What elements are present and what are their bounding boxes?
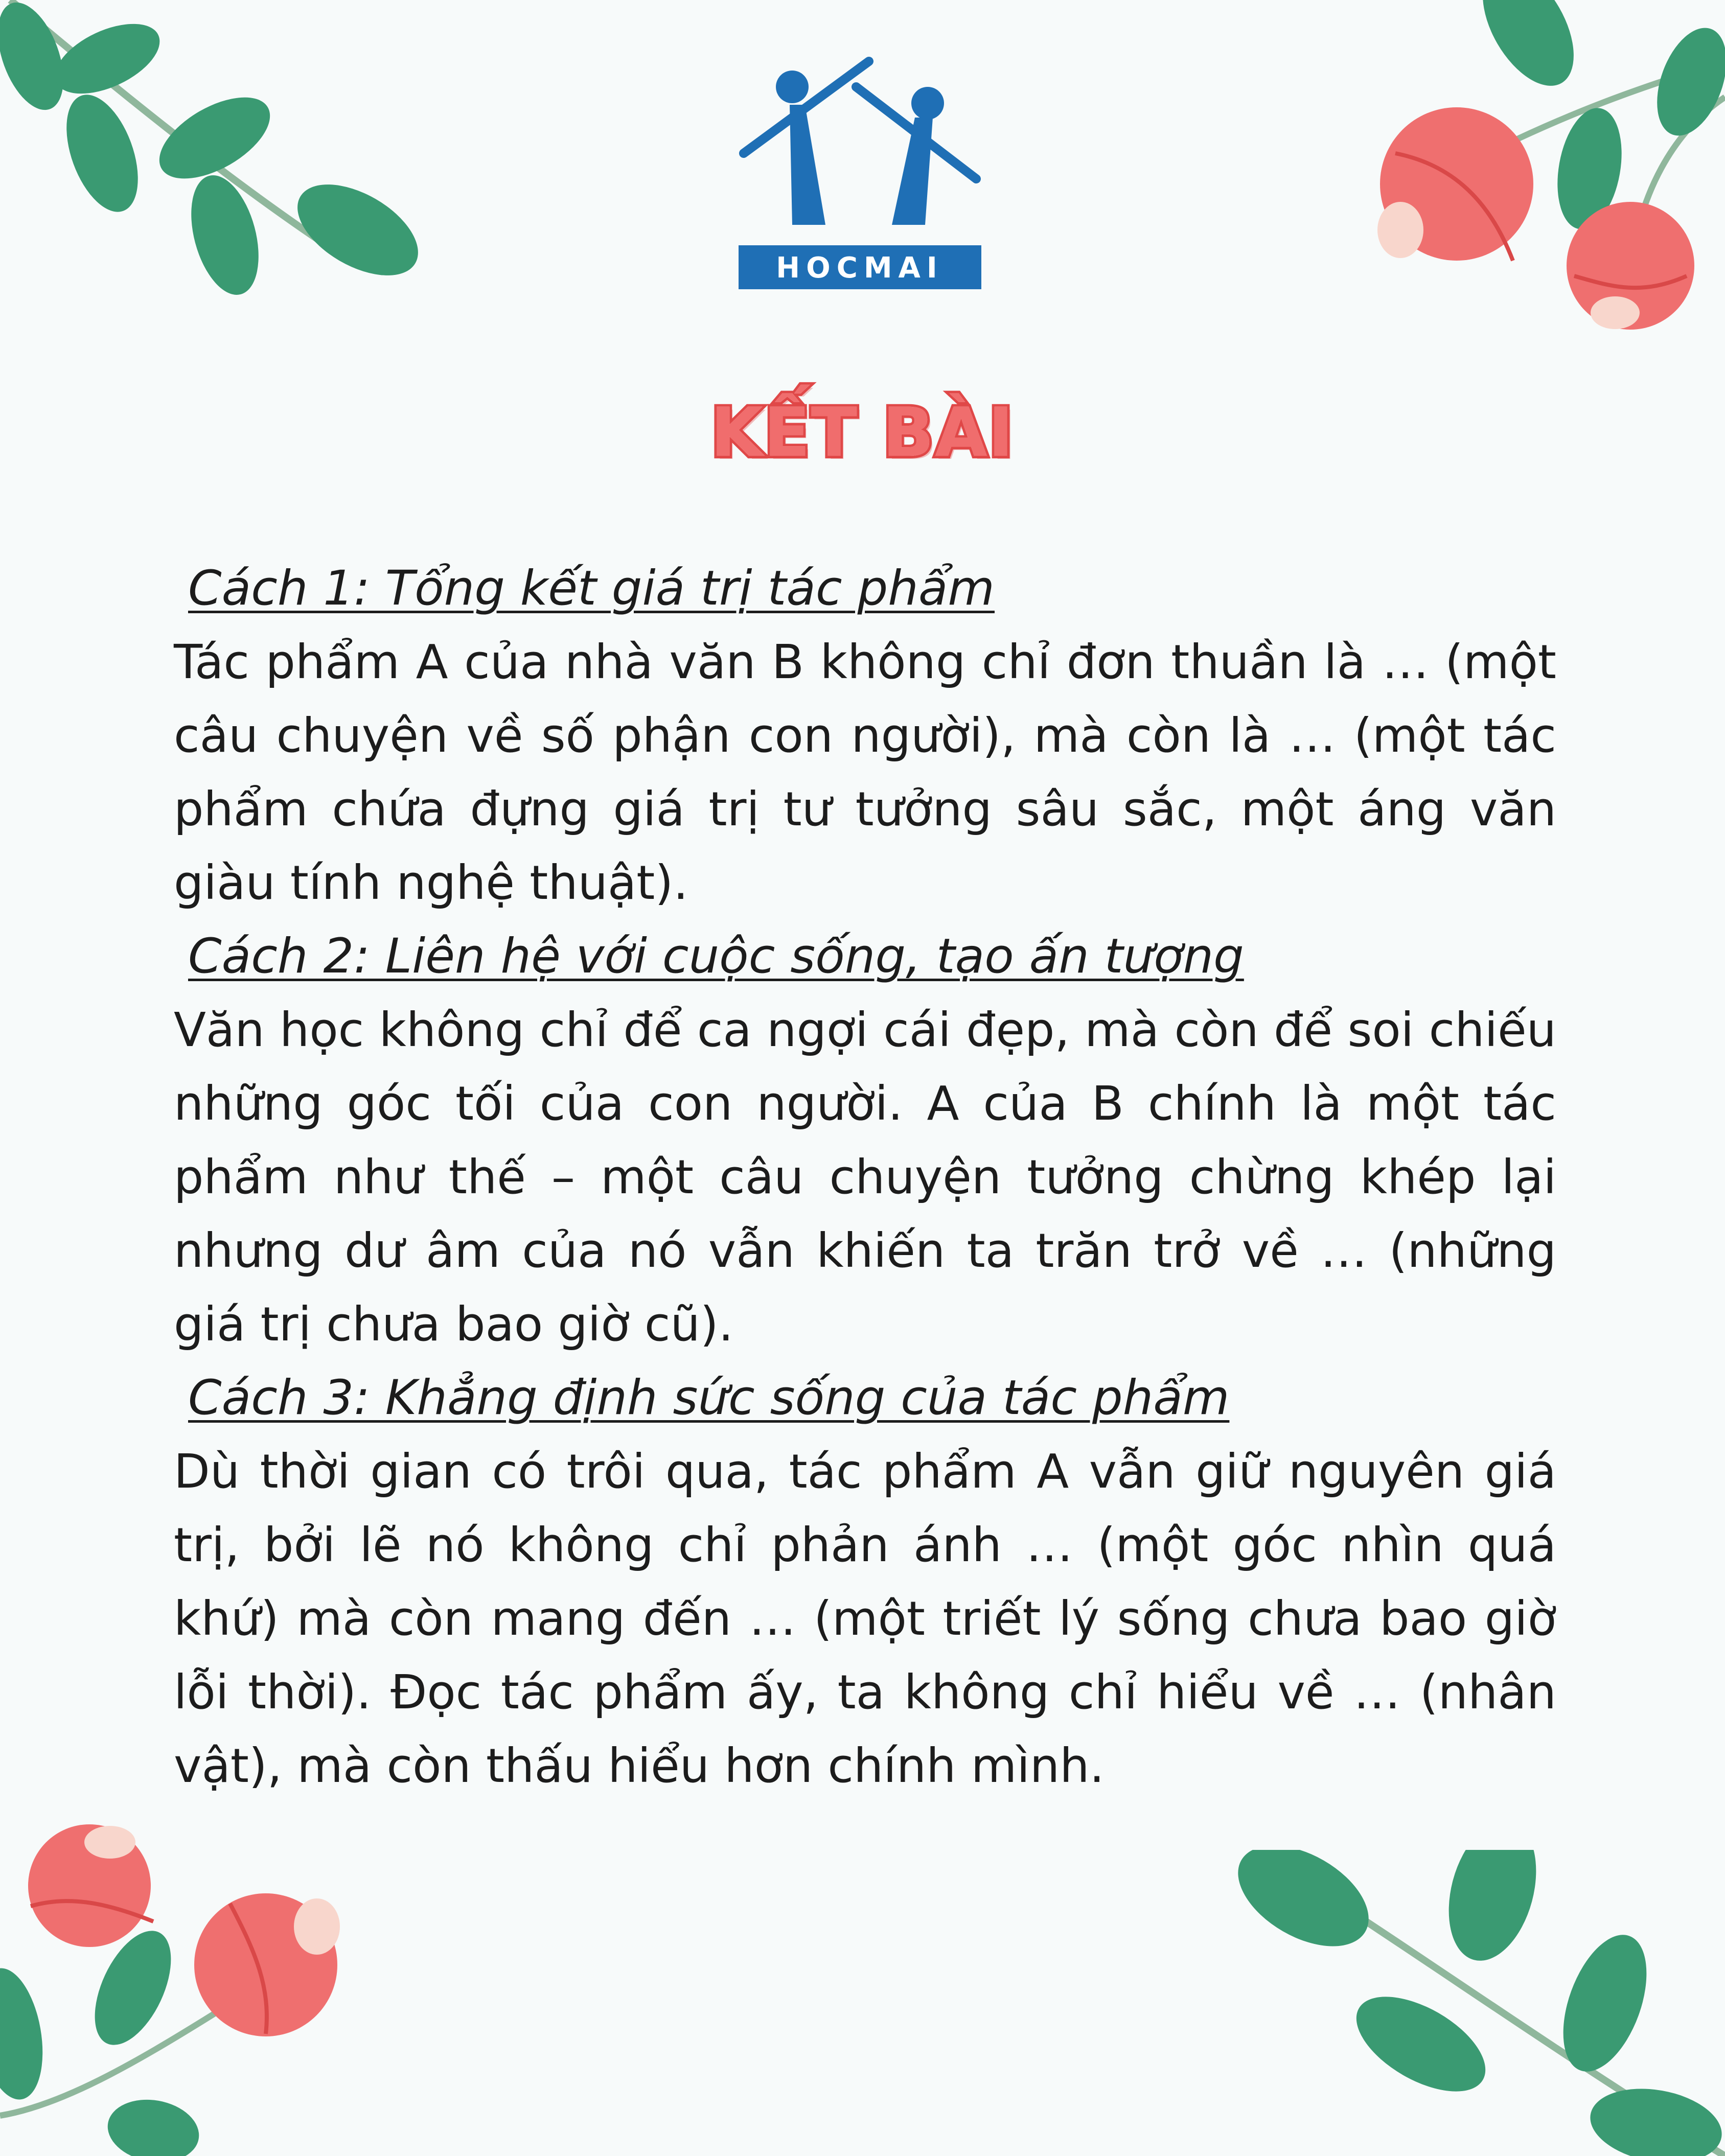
logo-text: HOCMAI — [776, 251, 944, 285]
section-body-3: Dù thời gian có trôi qua, tác phẩm A vẫn giữ nguyên giá trị, bởi lẽ nó không chỉ phản ánh … (một góc nhìn quá khứ) mà còn mang đến … (một triết lý sống chưa bao giờ lỗi thời). Đọc tác phẩm ấy, ta không chỉ hiểu về … (nhân vật), mà còn thấu hiểu hơn chính mình. — [174, 1444, 1556, 1793]
page-title: KẾT BÀI — [710, 393, 1015, 472]
hocmai-logo — [739, 56, 984, 291]
section-heading-2: Cách 2: Liên hệ với cuộc sống, tạo ấn tượng — [188, 929, 1244, 984]
flower-branch-bottom-left — [0, 1819, 368, 2156]
content-area — [174, 552, 1556, 1803]
flower-branch-top-right — [1354, 0, 1725, 347]
leaf-branch-bottom-right — [1227, 1850, 1725, 2156]
section-heading-1: Cách 1: Tổng kết giá trị tác phẩm — [188, 561, 995, 616]
section-body-1: Tác phẩm A của nhà văn B không chỉ đơn thuần là … (một câu chuyện về số phận con người), mà còn là … (một tác phẩm chứa đựng giá trị tư tưởng sâu sắc, một áng văn giàu tính nghệ thuật). — [174, 635, 1556, 910]
section-body-2: Văn học không chỉ để ca ngợi cái đẹp, mà còn để soi chiếu những góc tối của con người. A của B chính là một tác phẩm như thế – một câu chuyện tưởng chừng khép lại nhưng dư âm của nó vẫn khiến ta trăn trở về … (những giá trị chưa bao giờ cũ). — [174, 1003, 1556, 1352]
section-heading-3: Cách 3: Khẳng định sức sống của tác phẩm — [188, 1370, 1230, 1426]
leaf-branch-top-left — [0, 0, 460, 317]
